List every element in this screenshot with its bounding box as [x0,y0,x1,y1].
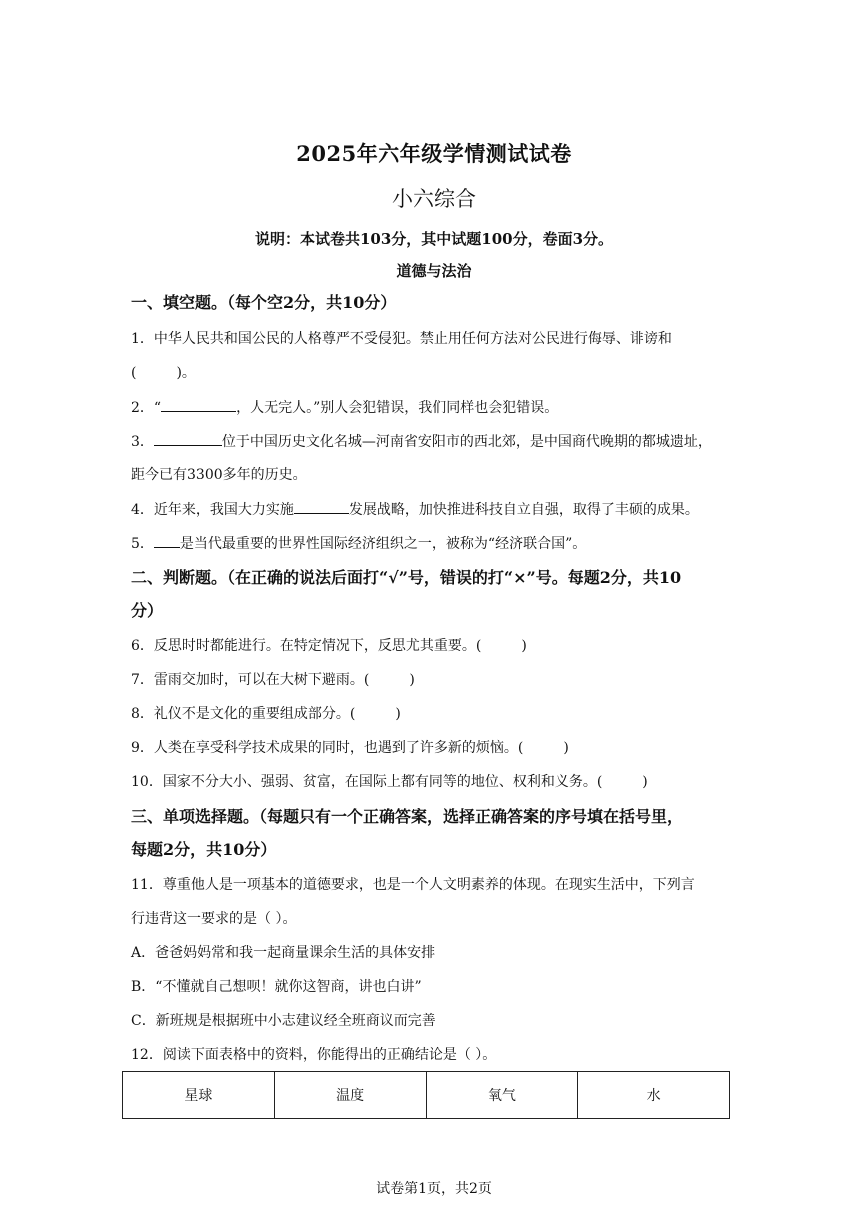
question-5-text: 是当代最重要的世界性国际经济组织之一，被称为“经济联合国”。 [179,536,587,552]
question-6-close-paren: ) [521,638,527,654]
table-header-cell: 星球 [123,1072,275,1119]
exam-note: 说明：本试卷共103分，其中试题100分，卷面3分。 [254,230,614,248]
page-footer: 试卷第1页，共2页 [376,1181,492,1197]
question-8-text: 8．礼仪不是文化的重要组成部分。( [131,706,356,722]
table-row [123,1072,730,1119]
question-6 [131,636,751,656]
planet-data-table [122,1071,730,1119]
section-judgement-heading-a: 二、判断题。（在正确的说法后面打“√”号，错误的打“×”号。每题2分，共10 [131,568,682,587]
table-header-cell: 温度 [274,1072,426,1119]
subject-heading: 道德与法治 [396,262,472,280]
question-10-close-paren: ) [642,774,648,790]
question-4-blank[interactable] [294,499,349,514]
question-3-line-a [131,431,751,452]
question-6-text: 6．反思时时都能进行。在特定情况下，反思尤其重要。( [131,638,482,654]
section-choice-heading-a: 三、单项选择题。（每题只有一个正确答案，选择正确答案的序号填在括号里， [131,807,684,826]
question-11-line-b: 行违背这一要求的是（ ）。 [131,911,297,927]
question-11-option-c: C．新班规是根据班中小志建议经全班商议而完善 [131,1013,436,1029]
question-2-prefix: 2．“ [131,400,162,416]
section-fill-blank-heading: 一、填空题。（每个空2分，共10分） [131,293,397,312]
question-11-line-a: 11．尊重他人是一项基本的道德要求，也是一个人文明素养的体现。在现实生活中，下列言 [131,877,695,893]
question-7 [131,670,751,690]
question-11-option-a: A．爸爸妈妈常和我一起商量课余生活的具体安排 [131,945,436,961]
exam-title: 2025年六年级学情测试试卷 [296,141,572,166]
question-2-blank[interactable] [161,397,236,412]
question-7-close-paren: ) [409,672,415,688]
table-header-cell: 氧气 [426,1072,578,1119]
question-10 [131,772,751,792]
exam-subtitle: 小六综合 [392,187,476,211]
question-9-text: 9．人类在享受科学技术成果的同时，也遇到了许多新的烦恼。( [131,740,524,756]
question-5-blank[interactable] [154,533,180,548]
question-1-line-a: 1．中华人民共和国公民的人格尊严不受侵犯。禁止用任何方法对公民进行侮辱、诽谤和 [131,331,672,347]
question-2 [131,397,751,418]
question-3-text: 位于中国历史文化名城—河南省安阳市的西北郊，是中国商代晚期的都城遗址， [221,434,712,450]
question-4-prefix: 4．近年来，我国大力实施 [131,502,294,518]
question-3-blank[interactable] [154,431,222,446]
question-10-text: 10．国家不分大小、强弱、贫富，在国际上都有同等的地位、权利和义务。( [131,774,603,790]
question-7-text: 7．雷雨交加时，可以在大树下避雨。( [131,672,370,688]
question-2-text: ，人无完人。”别人会犯错误，我们同样也会犯错误。 [236,400,559,416]
question-3-prefix: 3． [131,434,154,450]
section-judgement-heading-b: 分） [131,601,164,620]
question-12: 12．阅读下面表格中的资料，你能得出的正确结论是（ ）。 [131,1047,497,1063]
question-1-close-paren: )。 [176,365,196,381]
question-8-close-paren: ) [395,706,401,722]
question-11-option-b: B．“不懂就自己想呗！就你这智商，讲也白讲” [131,979,422,995]
question-9-close-paren: ) [563,740,569,756]
question-4 [131,499,751,520]
question-1-line-b [131,363,751,383]
question-3-line-b: 距今已有3300多年的历史。 [131,467,307,483]
question-5 [131,533,751,554]
table-header-cell: 水 [578,1072,730,1119]
section-choice-heading-b: 每题2分，共10分） [131,840,277,859]
question-4-text: 发展战略，加快推进科技自立自强，取得了丰硕的成果。 [348,502,699,518]
question-1-open-paren: ( [131,365,137,381]
question-9 [131,738,751,758]
question-5-prefix: 5． [131,536,154,552]
question-8 [131,704,751,724]
